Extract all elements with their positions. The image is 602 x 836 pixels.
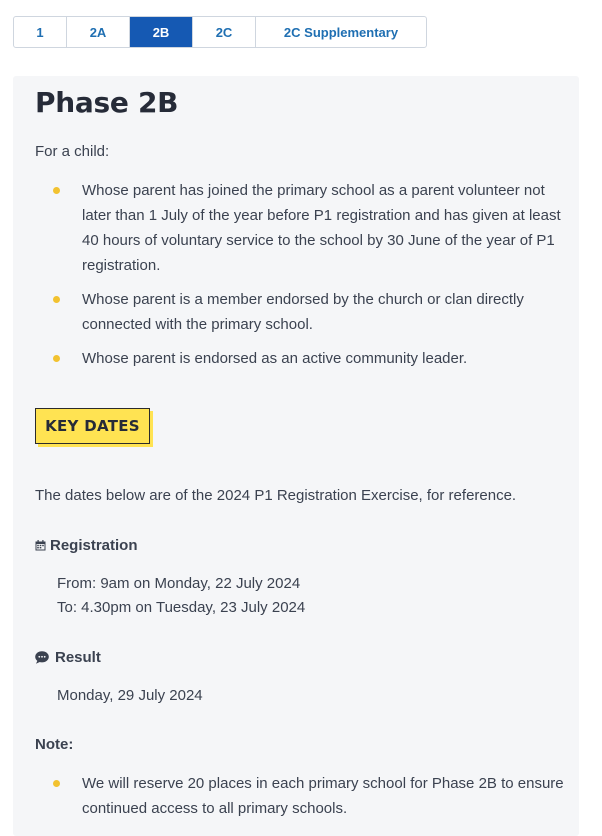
registration-to: To: 4.30pm on Tuesday, 23 July 2024 [57, 599, 306, 616]
registration-heading-text: Registration [50, 537, 138, 554]
key-dates-label: KEY DATES [35, 408, 150, 444]
note-heading: Note: [35, 736, 74, 753]
tab-1[interactable]: 1 [14, 17, 67, 47]
criteria-list [35, 178, 565, 380]
result-heading-text: Result [55, 649, 101, 666]
registration-from: From: 9am on Monday, 22 July 2024 [57, 575, 301, 592]
criteria-text: Whose parent has joined the primary school as a parent volunteer not later than 1 July of the year before P1 registration and has given at least 40 hours of voluntary service to the school by 30 June of the year of P1 registration. [82, 182, 561, 274]
bullet-dot-icon [53, 780, 60, 787]
criteria-text: Whose parent is a member endorsed by the church or clan directly connected with the primary school. [82, 291, 524, 333]
list-item [35, 771, 565, 821]
tab-2c-supplementary[interactable]: 2C Supplementary [283, 24, 399, 40]
bullet-dot-icon [53, 187, 60, 194]
phase-tabs [13, 16, 427, 48]
dates-note: The dates below are of the 2024 P1 Registration Exercise, for reference. [35, 487, 517, 504]
registration-heading [35, 537, 138, 554]
list-item [35, 287, 565, 337]
chat-bubble-icon [35, 651, 49, 664]
list-item [35, 178, 565, 278]
notes-list [35, 771, 565, 821]
intro-text: For a child: [35, 143, 110, 160]
result-date: Monday, 29 July 2024 [57, 687, 203, 704]
phase-panel [13, 76, 579, 836]
bullet-dot-icon [53, 296, 60, 303]
note-text: We will reserve 20 places in each primary school for Phase 2B to ensure continued access to all primary schools. [82, 775, 564, 817]
page-title: Phase 2B [35, 86, 179, 119]
tab-2b[interactable]: 2B [130, 17, 193, 47]
tab-2a[interactable]: 2A [67, 17, 130, 47]
list-item [35, 346, 565, 371]
criteria-text: Whose parent is endorsed as an active community leader. [82, 350, 468, 367]
result-heading [35, 649, 101, 666]
calendar-icon [35, 540, 46, 551]
tab-2c[interactable]: 2C [193, 17, 256, 47]
bullet-dot-icon [53, 355, 60, 362]
